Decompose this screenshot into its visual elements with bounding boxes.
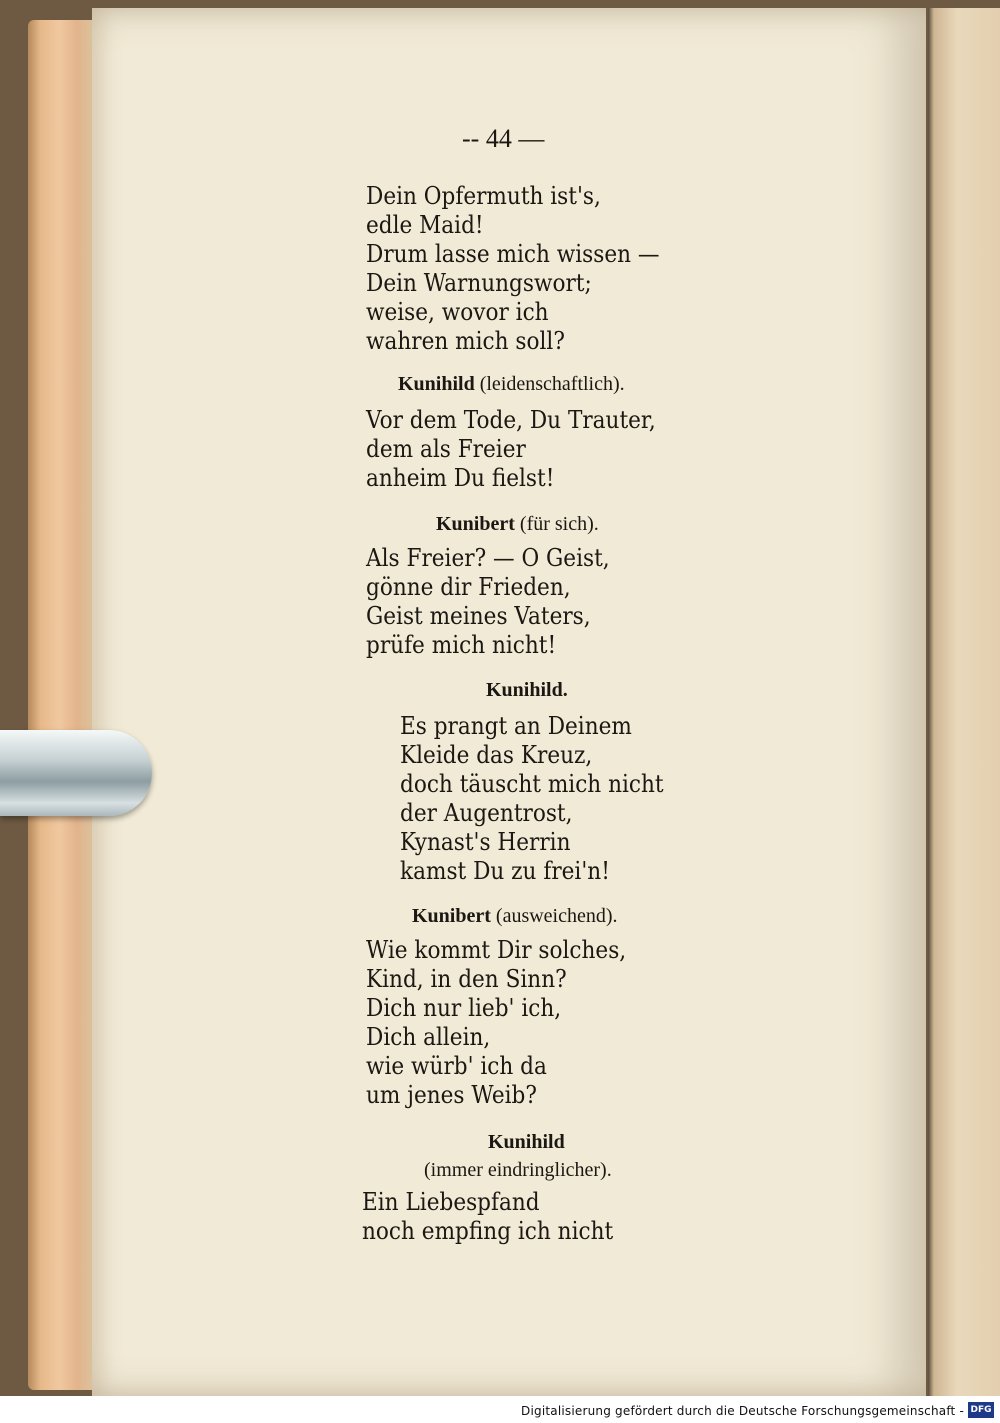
verse-line: Kind, in den Sinn? bbox=[366, 965, 567, 993]
verse-line: gönne dir Frieden, bbox=[366, 573, 571, 601]
speaker-heading bbox=[436, 512, 599, 536]
verse-line: Dich allein, bbox=[366, 1023, 491, 1051]
page-number: -- 44 — bbox=[462, 124, 545, 153]
verse-line: Wie kommt Dir solches, bbox=[366, 936, 627, 964]
speaker-heading bbox=[486, 678, 568, 702]
digitization-credit: Digitalisierung gefördert durch die Deutsche Forschungsgemeinschaft - bbox=[521, 1404, 964, 1418]
speaker-name: Kunibert bbox=[436, 513, 515, 535]
speaker-name: Kunibert bbox=[412, 905, 491, 927]
verse-line: Kleide das Kreuz, bbox=[400, 741, 593, 769]
verse-line: Dein Opfermuth ist's, bbox=[366, 182, 601, 210]
verse-line: weise, wovor ich bbox=[366, 298, 549, 326]
verse-line: prüfe mich nicht! bbox=[366, 631, 557, 659]
verse-line: Geist meines Vaters, bbox=[366, 602, 591, 630]
stage-direction: (für sich). bbox=[519, 513, 599, 535]
speaker-name: Kunihild. bbox=[486, 679, 568, 701]
verse-line: Es prangt an Deinem bbox=[400, 712, 632, 740]
verse-line: Drum lasse mich wissen — bbox=[366, 240, 660, 268]
page-clip-icon bbox=[0, 730, 152, 816]
verse-line: wahren mich soll? bbox=[366, 327, 565, 355]
book-left-edge bbox=[28, 20, 98, 1390]
verse-line: um jenes Weib? bbox=[366, 1081, 537, 1109]
stage-direction: (leidenschaftlich). bbox=[479, 373, 625, 395]
verse-line: edle Maid! bbox=[366, 211, 484, 239]
verse-line: dem als Freier bbox=[366, 435, 526, 463]
book-right-page-edge bbox=[928, 8, 1000, 1396]
verse-line: Dein Warnungswort; bbox=[366, 269, 592, 297]
verse-line: noch empfing ich nicht bbox=[362, 1217, 614, 1245]
verse-line: Kynast's Herrin bbox=[400, 828, 571, 856]
verse-line: wie würb' ich da bbox=[366, 1052, 547, 1080]
verse-line: der Augentrost, bbox=[400, 799, 573, 827]
speaker-name: Kunihild bbox=[488, 1131, 565, 1153]
verse-line: doch täuscht mich nicht bbox=[400, 770, 664, 798]
stage-direction: (immer eindringlicher). bbox=[424, 1159, 612, 1181]
stage-direction: (ausweichend). bbox=[495, 905, 618, 927]
verse-line: kamst Du zu frei'n! bbox=[400, 857, 610, 885]
speaker-heading bbox=[488, 1130, 565, 1154]
speaker-name: Kunihild bbox=[398, 373, 475, 395]
verse-line: Ein Liebespfand bbox=[362, 1188, 540, 1216]
verse-line: Dich nur lieb' ich, bbox=[366, 994, 562, 1022]
speaker-heading bbox=[412, 904, 618, 928]
dfg-logo: DFG bbox=[968, 1402, 994, 1418]
speaker-heading bbox=[398, 372, 625, 396]
verse-line: anheim Du fielst! bbox=[366, 464, 555, 492]
verse-line: Vor dem Tode, Du Trauter, bbox=[366, 406, 656, 434]
verse-line: Als Freier? — O Geist, bbox=[366, 544, 610, 572]
